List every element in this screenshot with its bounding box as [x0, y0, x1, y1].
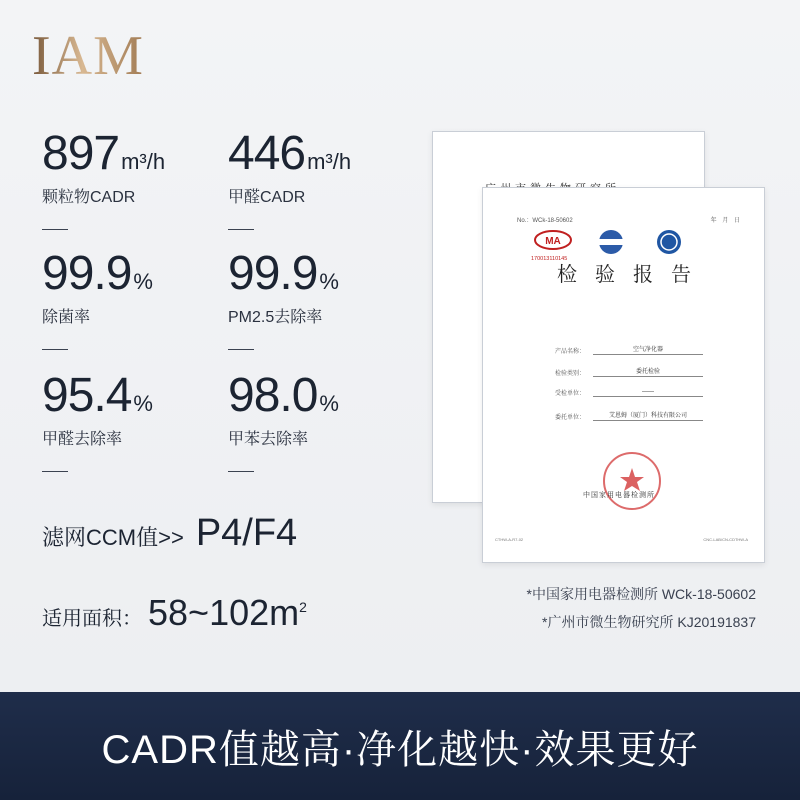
- report-number: No.：WCk-18-50602: [517, 218, 573, 224]
- source-notes: [527, 580, 757, 636]
- red-seal-icon: [601, 450, 663, 512]
- stat-unit: m³/h: [307, 149, 352, 174]
- footer-right: CNC-LAB/CN-CDTHW-A: [703, 537, 748, 542]
- area-superscript: 2: [299, 599, 307, 615]
- stat-formaldehyde-cadr: [228, 127, 352, 230]
- area-value: $58\sim 102m^2$: [148, 592, 307, 633]
- field-category: 检验类别： 委托检验: [555, 366, 703, 377]
- stat-value: 99.9: [228, 247, 318, 300]
- stat-sterilization: [42, 247, 153, 350]
- brand-logo: IAM: [32, 25, 144, 87]
- stat-unit: %: [319, 391, 339, 416]
- field-product: 产品名称： 空气净化器: [555, 344, 703, 355]
- divider: [228, 349, 254, 350]
- stat-label: PM2.5去除率: [228, 309, 323, 326]
- divider: [42, 229, 68, 230]
- stat-label: 除菌率: [42, 309, 91, 326]
- svg-text:MA: MA: [545, 236, 561, 247]
- stat-value: 446: [228, 127, 306, 180]
- stat-unit: %: [133, 391, 153, 416]
- banner-text: CADR值越高·净化越快·效果更好: [101, 727, 699, 772]
- note-line: *中国家用电器检测所 WCk-18-50602: [526, 586, 756, 602]
- certificate-front: [482, 187, 765, 563]
- divider: [42, 471, 68, 472]
- stat-label: 甲醛CADR: [228, 189, 306, 206]
- filter-label: 滤网CCM值>>: [42, 525, 184, 550]
- divider: [228, 229, 254, 230]
- stat-value: 95.4: [42, 369, 132, 422]
- stat-pm25: [228, 247, 339, 350]
- footer-left: CTHW-A-R7-02: [495, 537, 524, 542]
- filter-value: P4/F4: [195, 512, 298, 554]
- stat-value: 897: [42, 127, 120, 180]
- filter-ccm: [42, 512, 297, 555]
- issuing-org: 中国家用电器检测所: [583, 492, 655, 499]
- divider: [42, 349, 68, 350]
- report-date: 年 月 日: [710, 218, 742, 224]
- cnas-logo-icon: [647, 228, 691, 256]
- stat-label: 颗粒物CADR: [42, 189, 136, 206]
- stat-unit: %: [319, 269, 339, 294]
- stat-formaldehyde-removal: [42, 369, 153, 472]
- cert-logos: [531, 228, 691, 256]
- stat-label: 甲醛去除率: [42, 431, 123, 448]
- stat-label: 甲苯去除率: [228, 431, 309, 448]
- applicable-area: [42, 592, 307, 634]
- stat-particle-cadr: [42, 127, 166, 230]
- field-client: 委托单位： 艾恩姆（厦门）科技有限公司: [555, 410, 703, 421]
- stat-value: 99.9: [42, 247, 132, 300]
- ilac-mra-logo-icon: [589, 228, 633, 256]
- stat-toluene-removal: [228, 369, 339, 472]
- report-title: 检验报告: [557, 264, 709, 286]
- area-label: 适用面积：: [42, 608, 142, 630]
- stat-unit: %: [133, 269, 153, 294]
- ma-logo-icon: [531, 228, 575, 256]
- bottom-banner: [0, 692, 800, 800]
- ma-number: 170013110145: [531, 256, 568, 262]
- stat-unit: m³/h: [121, 149, 166, 174]
- divider: [228, 471, 254, 472]
- note-line: *广州市微生物研究所 KJ20191837: [542, 614, 756, 630]
- stat-value: 98.0: [228, 369, 318, 422]
- field-inspected-unit: 受检单位： ——: [555, 388, 703, 397]
